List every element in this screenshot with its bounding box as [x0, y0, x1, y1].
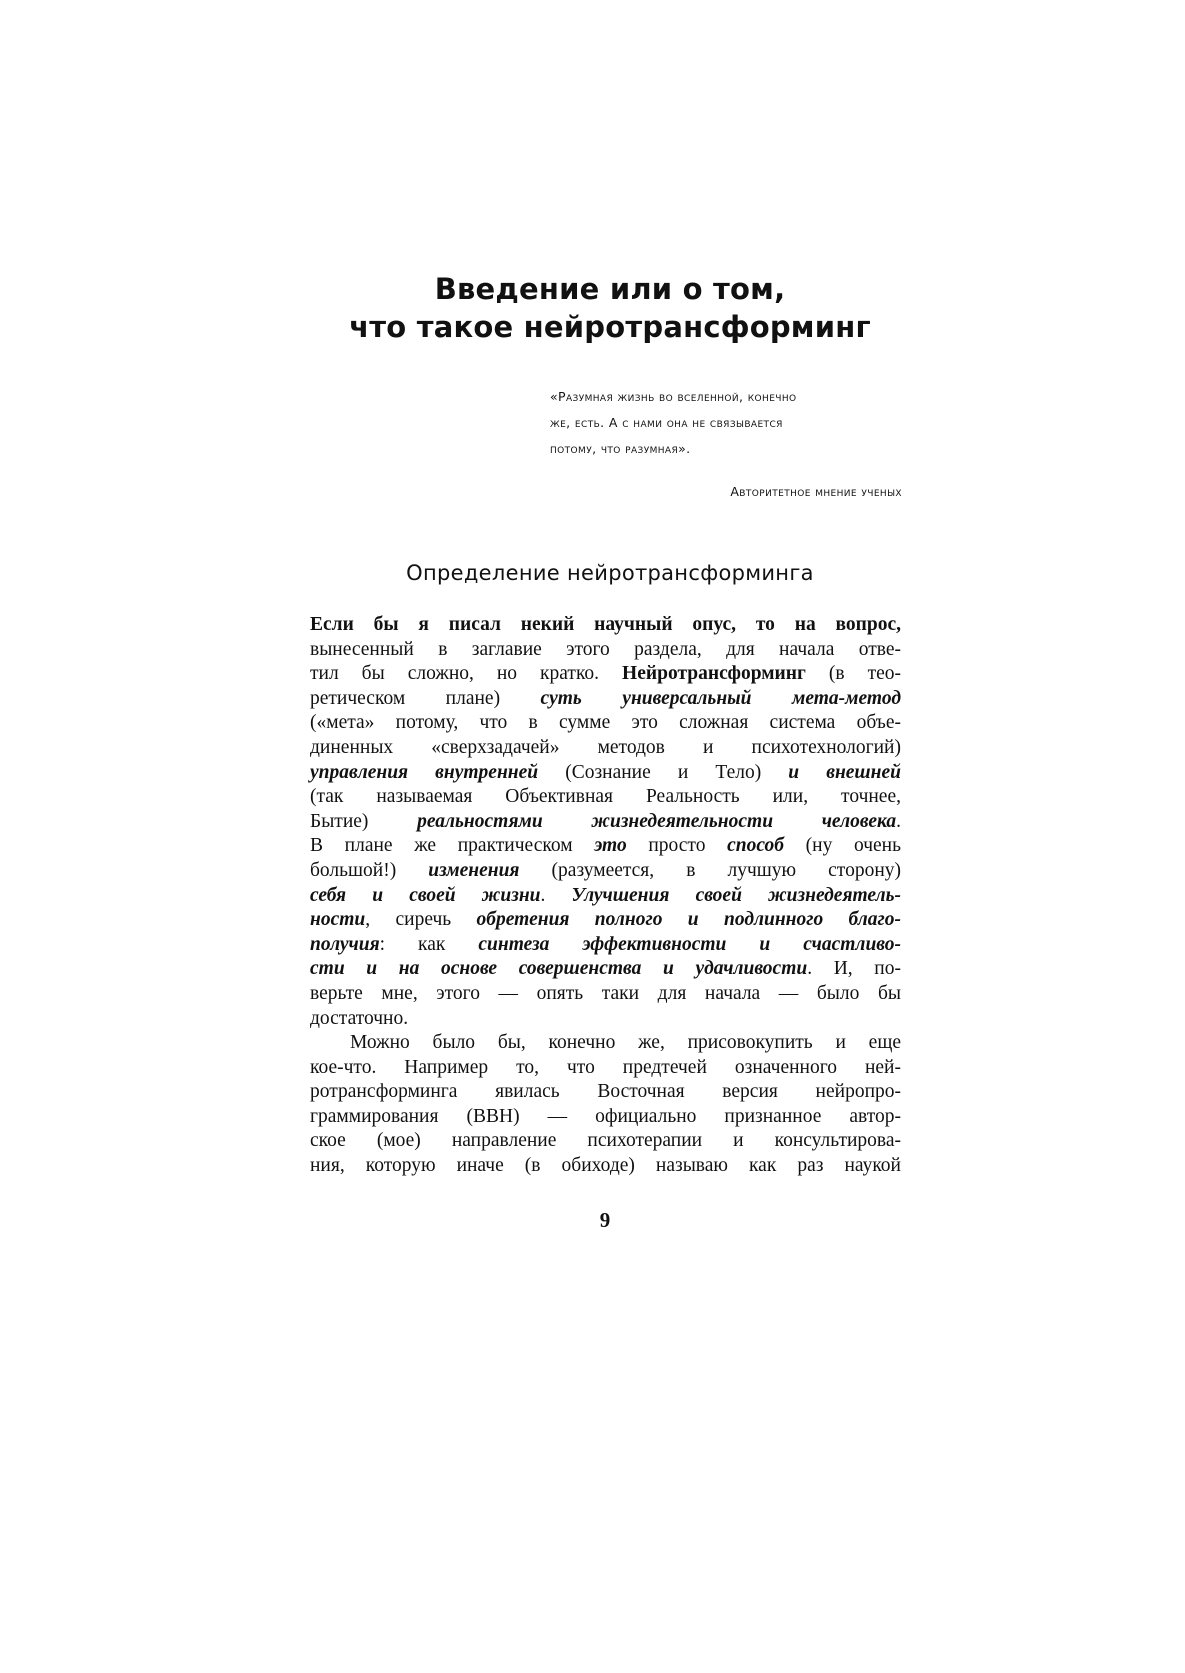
- text-line: [310, 982, 901, 1007]
- text-line: [310, 662, 901, 687]
- text-run: (так называемая Объективная Реальность или, точнее,: [310, 786, 901, 808]
- text-run-emphasis: Улучшения своей жизнедеятель-: [571, 884, 901, 906]
- text-run-bold: Нейротрансформинг: [622, 663, 806, 685]
- text-run: ретическом плане): [310, 687, 541, 709]
- page-number: 9: [599, 1208, 611, 1232]
- text-run: .: [896, 810, 902, 832]
- text-line: [310, 687, 901, 712]
- text-line: граммирования (ВВН) — официально признанное автор-: [310, 1105, 901, 1127]
- body-text: [310, 613, 901, 1179]
- text-line: кое-что. Например то, что предтечей означенного ней-: [310, 1056, 901, 1078]
- epigraph-source: Авторитетное мнение ученых: [730, 484, 902, 499]
- epigraph: [550, 384, 900, 462]
- text-run-emphasis: сти и на основе совершенства и удачливости: [310, 958, 808, 980]
- text-line: [310, 810, 901, 835]
- text-run: (ну очень: [784, 835, 902, 857]
- epigraph-line-3: потому, что разумная».: [550, 441, 691, 456]
- epigraph-line-2: же, есть. А с нами она не связывается: [550, 415, 783, 430]
- paragraph-2: [310, 1031, 901, 1179]
- text-run: , сиречь: [365, 909, 477, 931]
- text-run: : как: [379, 933, 479, 955]
- text-run: большой!): [310, 859, 429, 881]
- text-line: [310, 736, 901, 761]
- chapter-title-line-2: что такое нейротрансформинг: [349, 310, 871, 344]
- text-line: [310, 613, 901, 638]
- text-run: достаточно.: [310, 1007, 409, 1029]
- section-title: Определение нейротрансформинга: [406, 561, 814, 585]
- text-line: [310, 785, 901, 810]
- text-line: [310, 711, 901, 736]
- text-line: [310, 884, 901, 909]
- text-run: верьте мне, этого — опять таки для начала — было бы: [310, 982, 901, 1004]
- chapter-title-line-1: Введение или о том,: [434, 272, 786, 306]
- text-line: [310, 933, 901, 958]
- text-line: [310, 638, 901, 663]
- chapter-title: [300, 270, 920, 346]
- text-run: Если бы я писал некий научный опус, то на вопрос,: [310, 614, 901, 635]
- text-run-emphasis: реальностями жизнедеятельности человека: [417, 810, 897, 832]
- text-run-emphasis: и внешней: [788, 761, 901, 783]
- text-run: Бытие): [310, 810, 418, 832]
- text-line: [310, 859, 901, 884]
- text-run-emphasis: себя и своей жизни: [310, 884, 541, 906]
- text-line: [310, 1007, 901, 1032]
- text-run: диненных «сверхзадачей» методов и психотехнологий): [310, 736, 901, 758]
- epigraph-line-1: «Разумная жизнь во вселенной, конечно: [550, 389, 797, 404]
- text-line: [310, 761, 901, 786]
- text-line: ское (мое) направление психотерапии и консультирова-: [310, 1130, 901, 1152]
- text-line: [310, 957, 901, 982]
- text-line: ротрансформинга явилась Восточная версия нейропро-: [310, 1081, 901, 1103]
- paragraph-1: [310, 613, 901, 1031]
- text-run-emphasis: изменения: [428, 859, 520, 881]
- text-line: Можно было бы, конечно же, присовокупить и еще: [350, 1032, 901, 1054]
- text-run: тил бы сложно, но кратко.: [310, 663, 623, 685]
- text-run-emphasis: это: [594, 835, 627, 857]
- text-run: .: [540, 884, 572, 906]
- text-run-emphasis: получия: [310, 933, 380, 955]
- text-run: вынесенный в заглавие этого раздела, для начала отве-: [310, 638, 901, 660]
- text-run: («мета» потому, что в сумме это сложная система объе-: [310, 712, 901, 734]
- text-run-emphasis: обретения полного и подлинного благо-: [476, 909, 901, 931]
- text-run-emphasis: синтеза эффективности и счастливо-: [478, 933, 901, 955]
- text-run-emphasis: суть универсальный мета-метод: [540, 687, 901, 709]
- text-run-emphasis: управления внутренней: [310, 761, 539, 783]
- text-run: (Сознание и Тело): [538, 761, 789, 783]
- text-run-emphasis: способ: [727, 835, 784, 857]
- text-line: [310, 834, 901, 859]
- text-line: [310, 908, 901, 933]
- text-run: (разумеется, в лучшую сторону): [519, 859, 901, 881]
- text-line: ния, которую иначе (в обиходе) называю как раз наукой: [310, 1155, 901, 1177]
- text-run: . И, по-: [807, 958, 901, 980]
- text-run: В плане же практическом: [310, 835, 595, 857]
- text-run-emphasis: ности: [310, 909, 366, 931]
- text-run: (в тео-: [805, 663, 901, 685]
- text-run: просто: [626, 835, 728, 857]
